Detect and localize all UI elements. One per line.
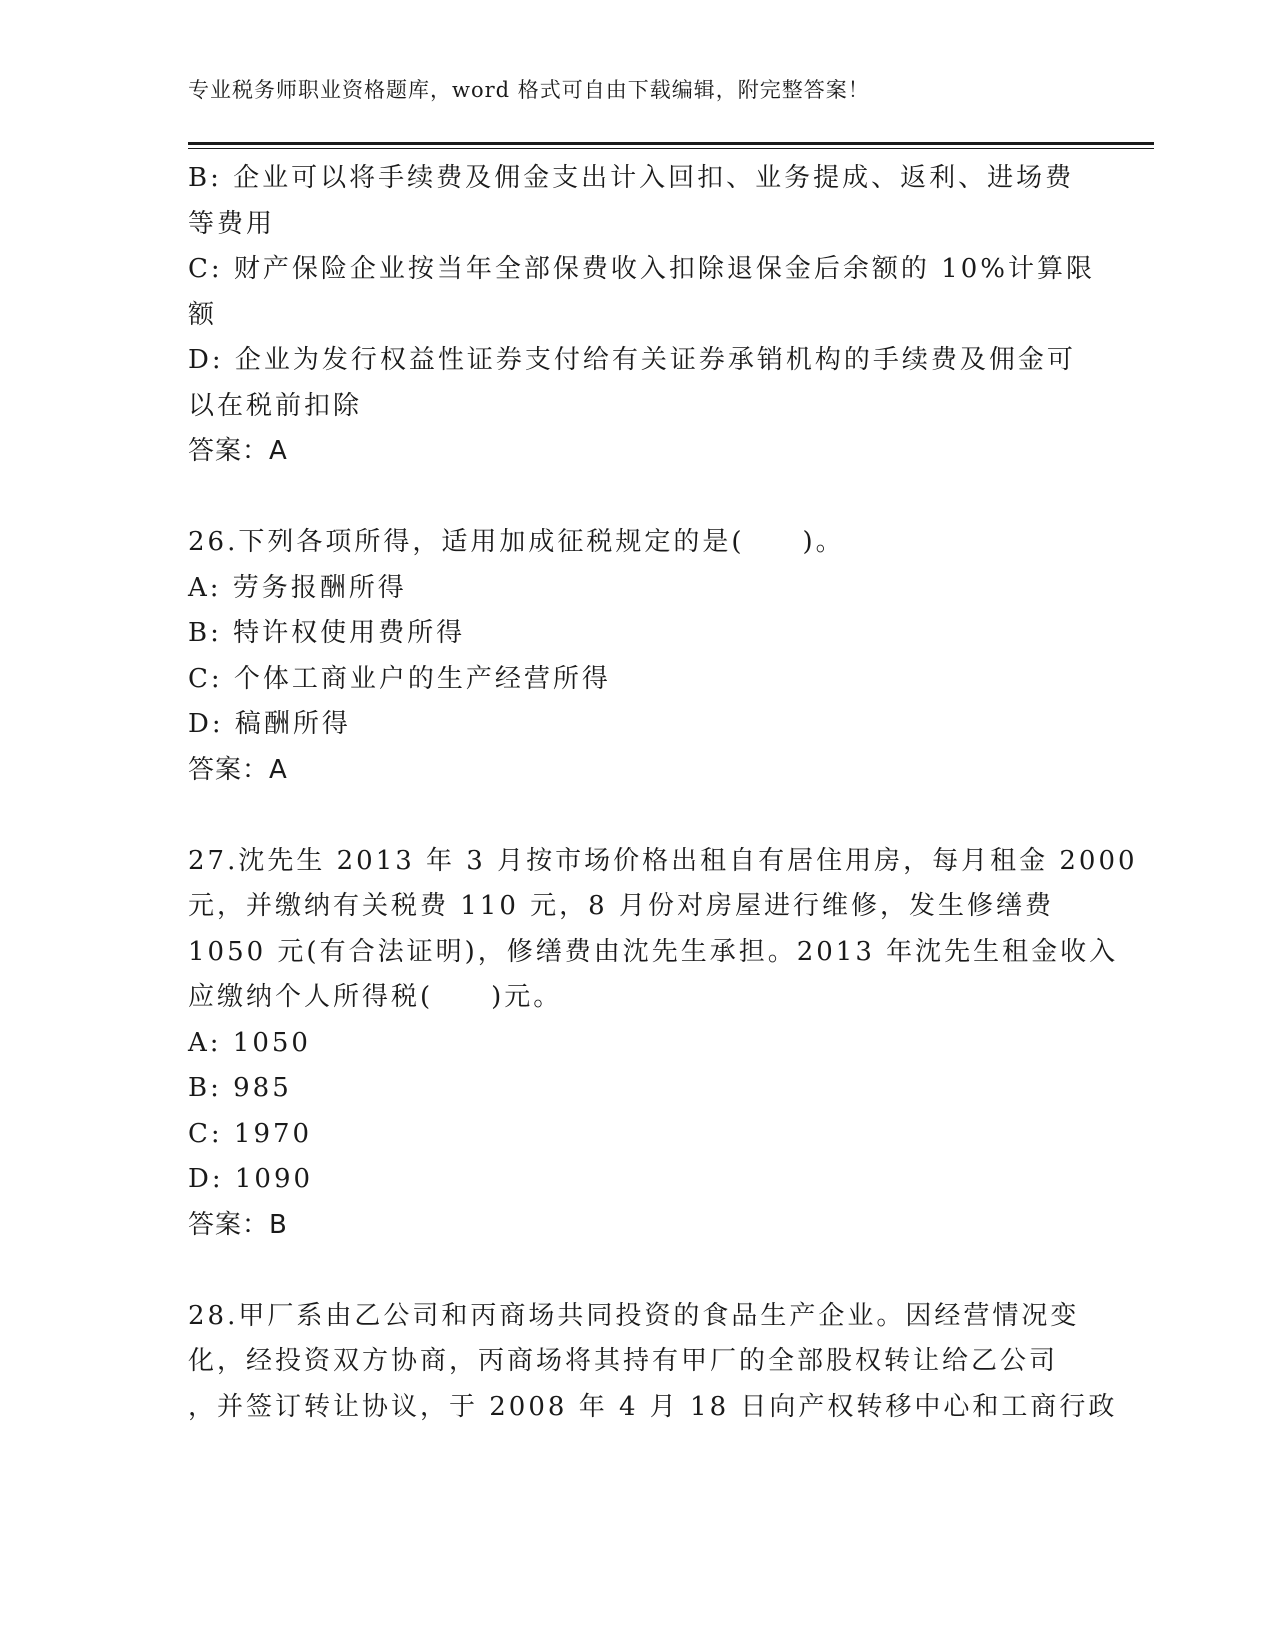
spacer [188,1248,1088,1294]
q26-stem: 26.下列各项所得，适用加成征税规定的是( )。 [188,527,845,557]
q28-stem-line2: 化，经投资双方协商，丙商场将其持有甲厂的全部股权转让给乙公司 [188,1346,1059,1376]
q25-answer: 答案：A [188,436,288,466]
spacer [188,793,1088,839]
q27-stem-line2: 元，并缴纳有关税费 110 元，8 月份对房屋进行维修，发生修缮费 [188,891,1054,921]
q27-option-c: C: 1970 [188,1118,313,1149]
q26-option-d: D: 稿酬所得 [188,709,351,739]
q27-option-b: B: 985 [188,1073,292,1103]
page-header: 专业税务师职业资格题库，word 格式可自由下载编辑，附完整答案！ [188,78,870,102]
q26-answer: 答案：A [188,754,288,785]
q25-option-c-line1: C: 财产保险企业按当年全部保费收入扣除退保金后余额的 10%计算限 [188,254,1095,284]
q26-option-c: C: 个体工商业户的生产经营所得 [188,663,611,694]
q25-option-b-line1: B: 企业可以将手续费及佣金支出计入回扣、业务提成、返利、进场费 [188,163,1075,193]
q27-stem-line4: 应缴纳个人所得税( )元。 [188,982,563,1012]
question-28 [188,1294,1118,1431]
q26-option-b: B: 特许权使用费所得 [188,618,466,648]
question-27 [188,839,1138,1249]
q28-stem-line3: ，并签订转让协议，于 2008 年 4 月 18 日向产权转移中心和工商行政 [188,1391,1118,1422]
q25-option-d-line2: 以在税前扣除 [188,390,363,421]
header-rule-thick [188,142,1154,145]
q26-option-a: A: 劳务报酬所得 [188,572,407,603]
q25-option-d-line1: D: 企业为发行权益性证券支付给有关证券承销机构的手续费及佣金可 [188,345,1076,375]
q27-option-a: A: 1050 [188,1027,311,1058]
q25-option-c-line2: 额 [188,299,218,330]
spacer [188,475,1088,521]
q28-stem-line1: 28.甲厂系由乙公司和丙商场共同投资的食品生产企业。因经营情况变 [188,1300,1080,1331]
q27-stem-line3: 1050 元(有合法证明)，修缮费由沈先生承担。2013 年沈先生租金收入 [188,936,1119,967]
q25-option-b-line2: 等费用 [188,208,276,239]
question-26 [188,520,1088,793]
question-25-continued [188,156,1095,475]
header-rule-thin [188,148,1154,149]
q27-option-d: D: 1090 [188,1164,314,1194]
q27-answer: 答案：B [188,1209,288,1240]
document-body [188,156,1138,1430]
q27-stem-line1: 27.沈先生 2013 年 3 月按市场价格出租自有居住用房，每月租金 2000 [188,845,1138,876]
